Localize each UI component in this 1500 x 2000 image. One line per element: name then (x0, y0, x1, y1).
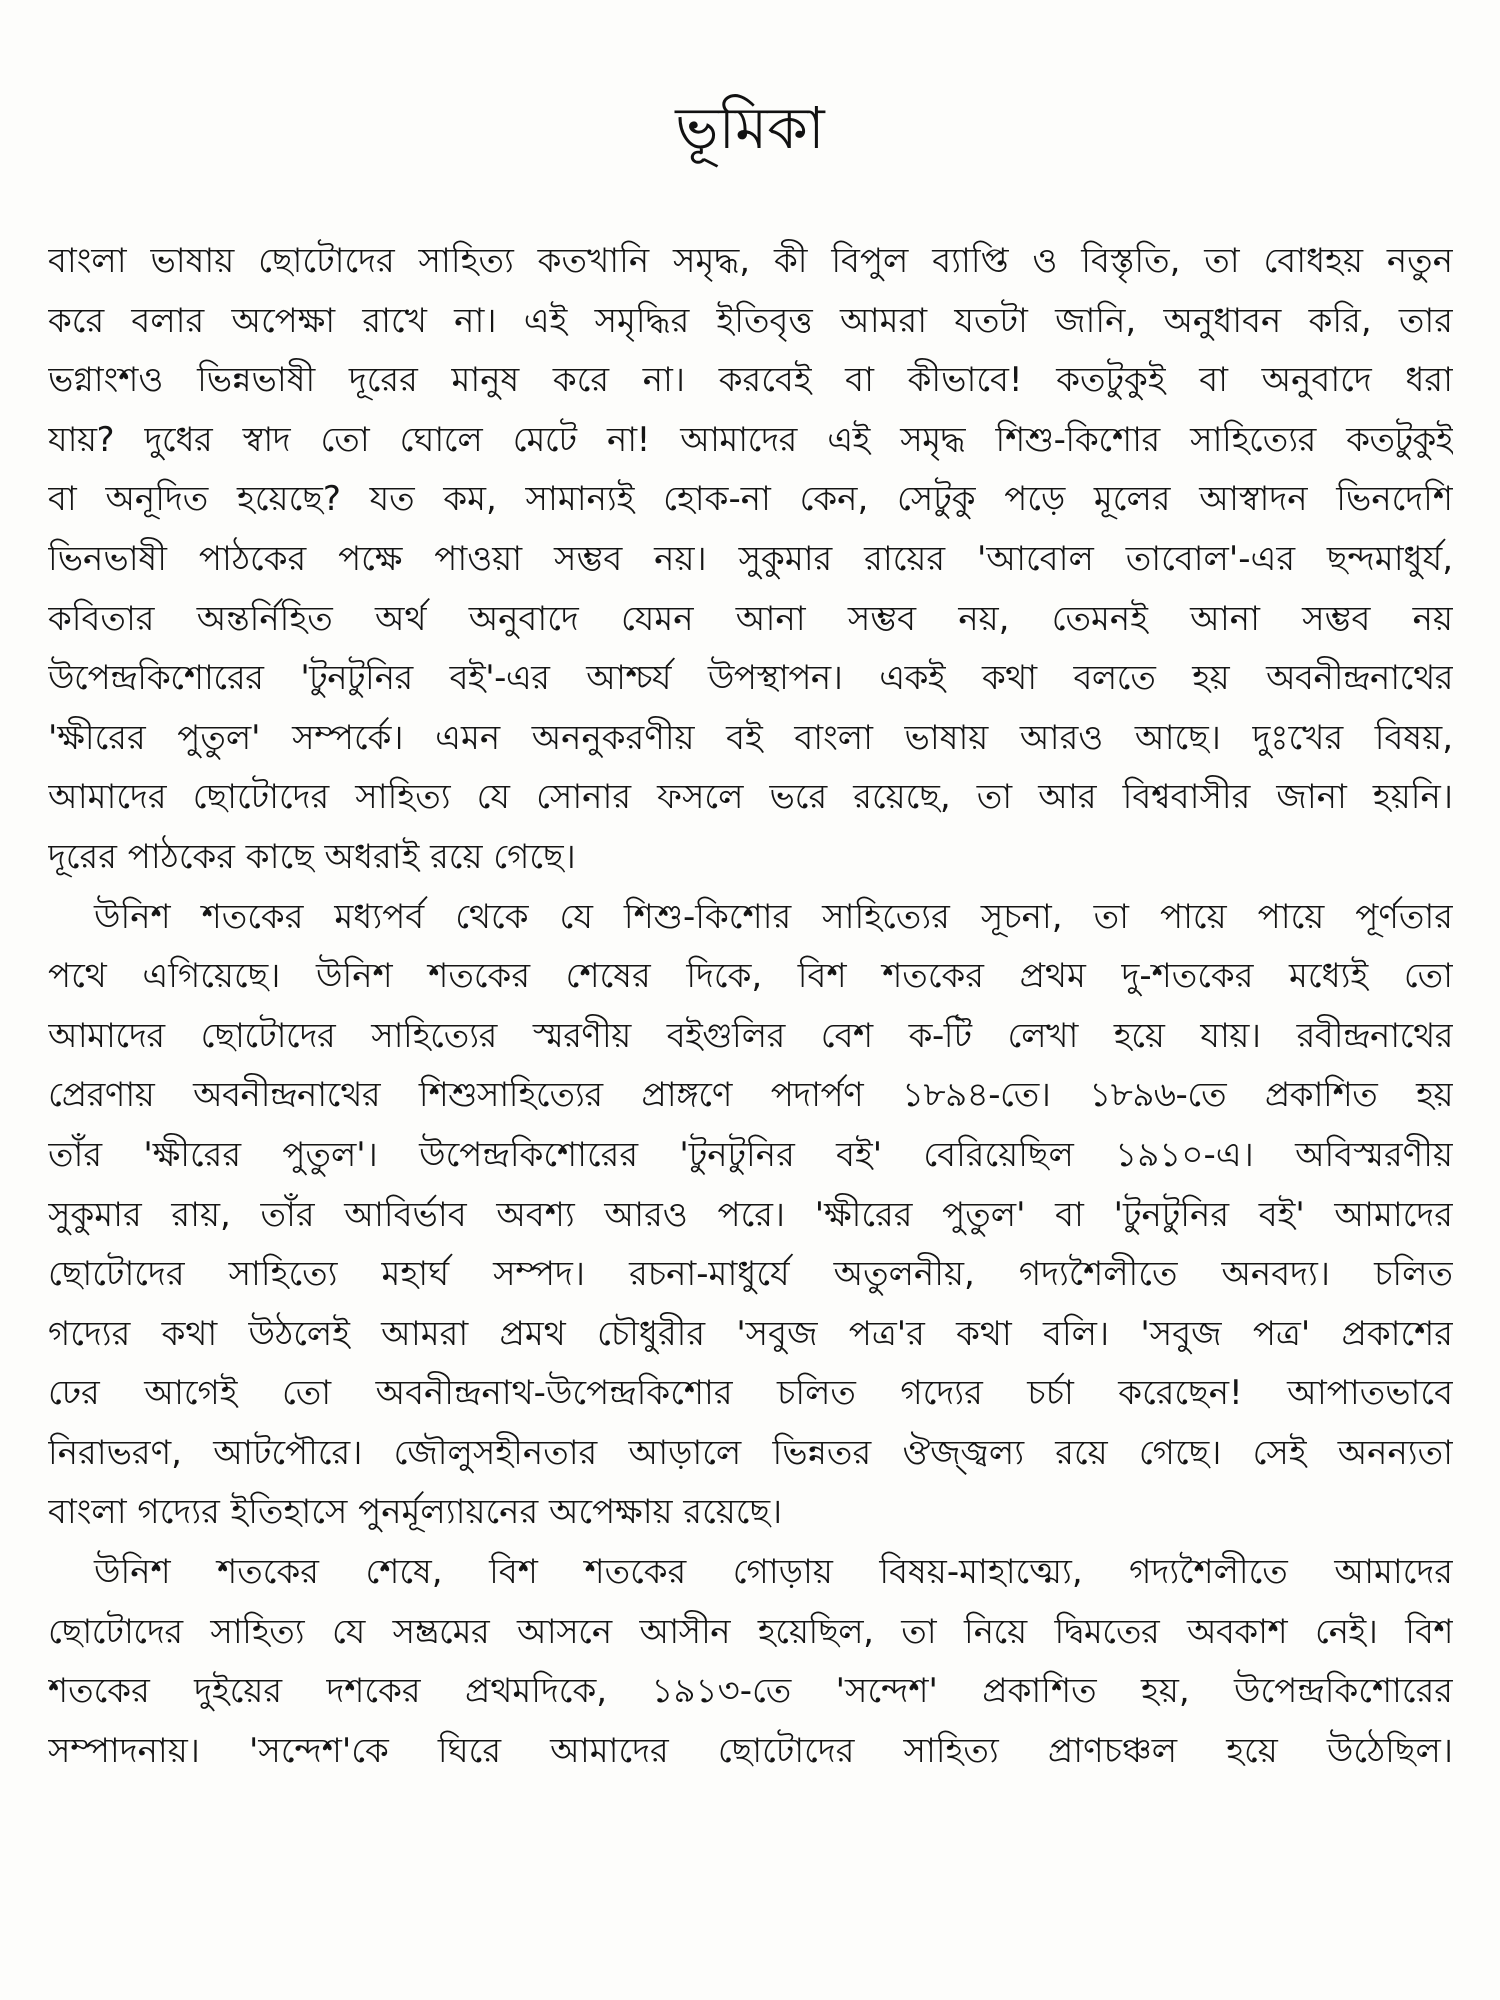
text-line: উনিশ শতকের শেষে, বিশ শতকের গোড়ায় বিষয়-মাহাত্ম্যে, গদ্যশৈলীতে আমাদের (94, 1552, 1453, 1593)
text-line: পথে এগিয়েছে। উনিশ শতকের শেষের দিকে, বিশ শতকের প্রথম দু-শতকের মধ্যেই তো (48, 956, 1453, 997)
text-line: উপেন্দ্রকিশোরের 'টুনটুনির বই'-এর আশ্চর্য উপস্থাপন। একই কথা বলতে হয় অবনীন্দ্রনাথের (48, 658, 1453, 699)
text-line: কবিতার অন্তর্নিহিত অর্থ অনুবাদে যেমন আনা সম্ভব নয়, তেমনই আনা সম্ভব নয় (48, 598, 1453, 639)
text-line: 'ক্ষীরের পুতুল' সম্পর্কে। এমন অননুকরণীয় বই বাংলা ভাষায় আরও আছে। দুঃখের বিষয়, (48, 717, 1453, 758)
text-line: শতকের দুইয়ের দশকের প্রথমদিকে, ১৯১৩-তে 'সন্দেশ' প্রকাশিত হয়, উপেন্দ্রকিশোরের (48, 1671, 1453, 1712)
text-line: সম্পাদনায়। 'সন্দেশ'কে ঘিরে আমাদের ছোটোদের সাহিত্য প্রাণচঞ্চল হয়ে উঠেছিল। (48, 1730, 1453, 1771)
text-line: করে বলার অপেক্ষা রাখে না। এই সমৃদ্ধির ইতিবৃত্ত আমরা যতটা জানি, অনুধাবন করি, তার (48, 300, 1453, 341)
page-title: ভূমিকা (675, 94, 825, 162)
text-line: উনিশ শতকের মধ্যপর্ব থেকে যে শিশু-কিশোর সাহিত্যের সূচনা, তা পায়ে পায়ে পূর্ণতার (94, 896, 1453, 937)
text-line: ছোটোদের সাহিত্যে মহার্ঘ সম্পদ। রচনা-মাধুর্যে অতুলনীয়, গদ্যশৈলীতে অনবদ্য। চলিত (48, 1254, 1453, 1295)
text-line: তাঁর 'ক্ষীরের পুতুল'। উপেন্দ্রকিশোরের 'টুনটুনির বই' বেরিয়েছিল ১৯১০-এ। অবিস্মরণীয় (48, 1134, 1453, 1175)
text-line: ভিনভাষী পাঠকের পক্ষে পাওয়া সম্ভব নয়। সুকুমার রায়ের 'আবোল তাবোল'-এর ছন্দমাধুর্য, (48, 538, 1453, 579)
body-text (48, 232, 1453, 1781)
text-line: ঢের আগেই তো অবনীন্দ্রনাথ-উপেন্দ্রকিশোর চলিত গদ্যের চর্চা করেছেন! আপাতভাবে (48, 1373, 1453, 1414)
text-line: সুকুমার রায়, তাঁর আবির্ভাব অবশ্য আরও পরে। 'ক্ষীরের পুতুল' বা 'টুনটুনির বই' আমাদের (48, 1194, 1453, 1235)
text-line: আমাদের ছোটোদের সাহিত্যের স্মরণীয় বইগুলির বেশ ক-টি লেখা হয়ে যায়। রবীন্দ্রনাথের (48, 1015, 1453, 1056)
text-line: যায়? দুধের স্বাদ তো ঘোলে মেটে না! আমাদের এই সমৃদ্ধ শিশু-কিশোর সাহিত্যের কতটুকুই (48, 419, 1453, 460)
text-line: নিরাভরণ, আটপৌরে। জৌলুসহীনতার আড়ালে ভিন্নতর ঔজ্জ্বল্য রয়ে গেছে। সেই অনন্যতা (48, 1432, 1453, 1473)
text-line: প্রেরণায় অবনীন্দ্রনাথের শিশুসাহিত্যের প্রাঙ্গণে পদার্পণ ১৮৯৪-তে। ১৮৯৬-তে প্রকাশিত হয় (48, 1075, 1453, 1116)
text-line: বা অনূদিত হয়েছে? যত কম, সামান্যই হোক-না কেন, সেটুকু পড়ে মূলের আস্বাদন ভিনদেশি (48, 479, 1453, 520)
text-line: ভগ্নাংশও ভিন্নভাষী দূরের মানুষ করে না। করবেই বা কীভাবে! কতটুকুই বা অনুবাদে ধরা (48, 360, 1453, 401)
text-line: আমাদের ছোটোদের সাহিত্য যে সোনার ফসলে ভরে রয়েছে, তা আর বিশ্ববাসীর জানা হয়নি। (48, 777, 1453, 818)
text-line: বাংলা গদ্যের ইতিহাসে পুনর্মূল্যায়নের অপেক্ষায় রয়েছে। (48, 1492, 783, 1533)
text-line: গদ্যের কথা উঠলেই আমরা প্রমথ চৌধুরীর 'সবুজ পত্র'র কথা বলি। 'সবুজ পত্র' প্রকাশের (48, 1313, 1453, 1354)
text-line: ছোটোদের সাহিত্য যে সম্ভ্রমের আসনে আসীন হয়েছিল, তা নিয়ে দ্বিমতের অবকাশ নেই। বিশ (48, 1611, 1453, 1652)
text-line: বাংলা ভাষায় ছোটোদের সাহিত্য কতখানি সমৃদ্ধ, কী বিপুল ব্যাপ্তি ও বিস্তৃতি, তা বোধহয় নতুন (48, 241, 1453, 281)
text-line: দূরের পাঠকের কাছে অধরাই রয়ে গেছে। (48, 836, 576, 877)
